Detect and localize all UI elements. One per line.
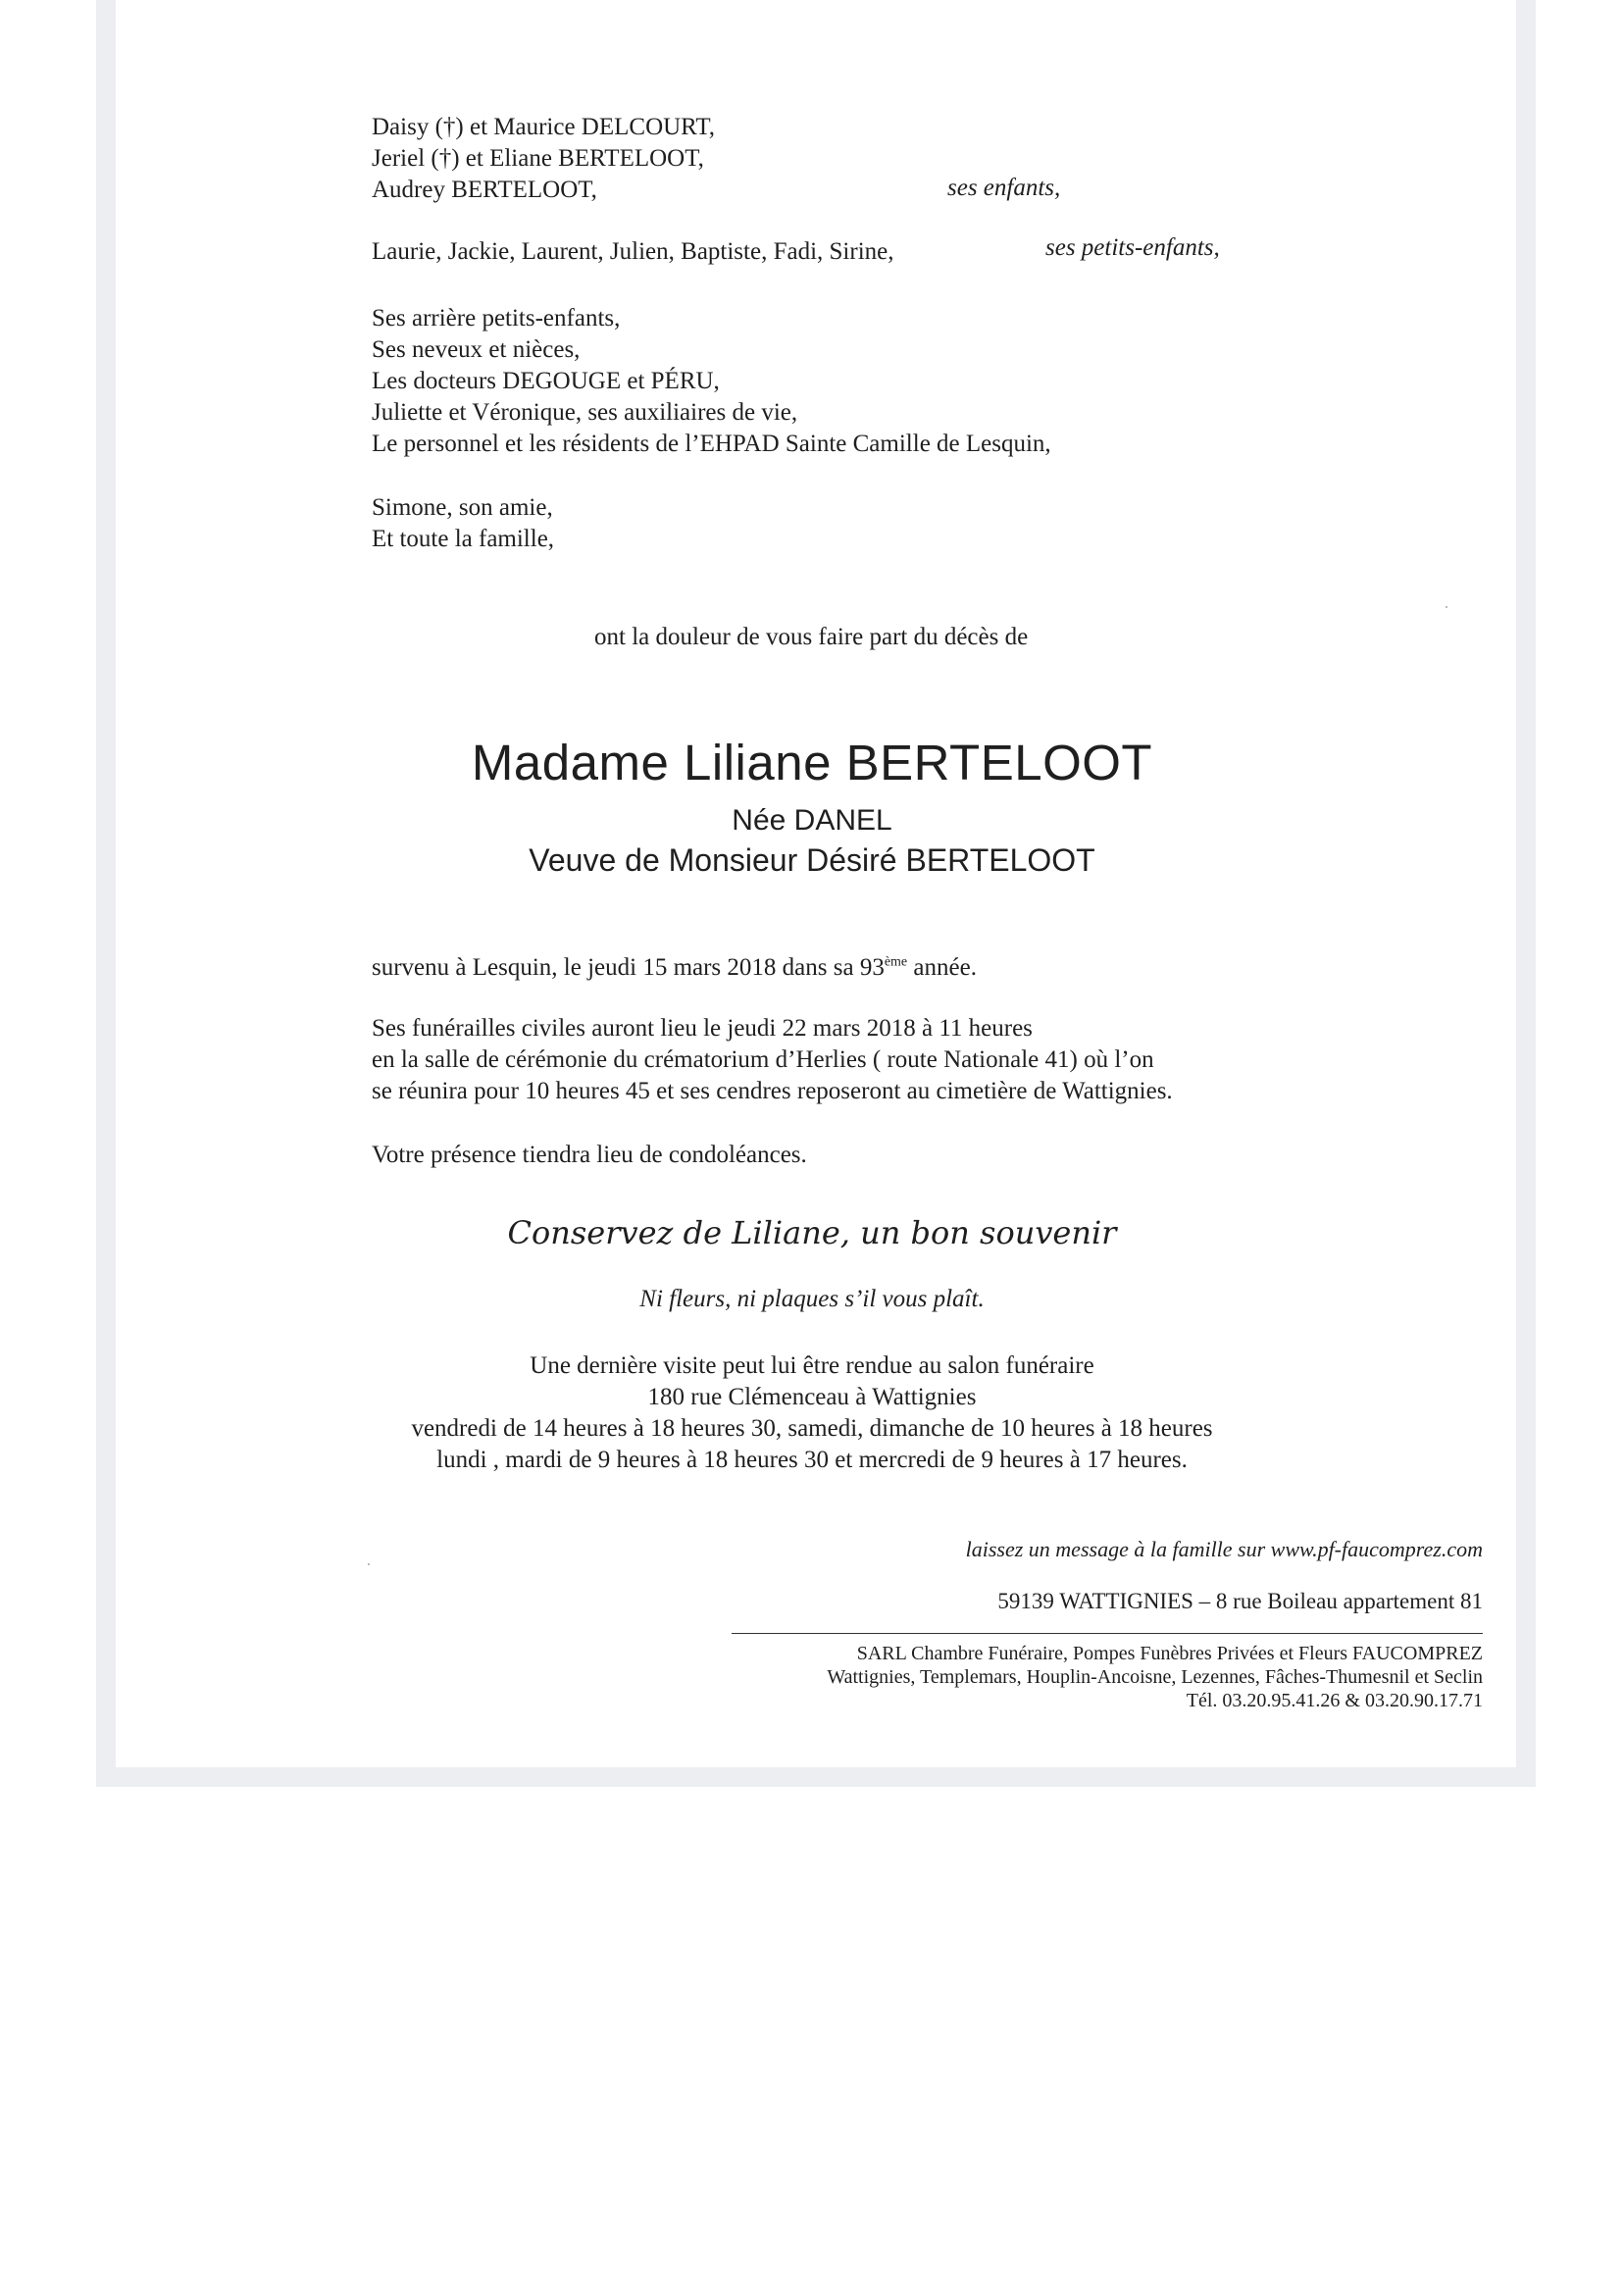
- footer-towns: Wattignies, Templemars, Houplin-Ancoisne, Lezennes, Fâches-Thumesnil et Seclin: [827, 1666, 1483, 1688]
- others-line-1: Ses arrière petits-enfants,: [372, 305, 621, 331]
- children-line-1: Daisy (†) et Maurice DELCOURT,: [372, 114, 716, 140]
- notice-sheet: [96, 0, 1536, 1787]
- visit-line-1: Une dernière visite peut lui être rendue au salon funéraire: [530, 1352, 1094, 1379]
- death-notice: survenu à Lesquin, le jeudi 15 mars 2018 dans sa 93ème année.: [372, 954, 977, 981]
- footer-company: SARL Chambre Funéraire, Pompes Funèbres Privées et Fleurs FAUCOMPREZ: [856, 1643, 1483, 1664]
- footer-phone: Tél. 03.20.95.41.26 & 03.20.90.17.71: [1186, 1690, 1483, 1711]
- children-line-2: Jeriel (†) et Eliane BERTELOOT,: [372, 145, 704, 172]
- grandchildren-names: Laurie, Jackie, Laurent, Julien, Baptiste, Fadi, Sirine,: [372, 238, 894, 265]
- scan-speck: [368, 1563, 370, 1565]
- condolences: Votre présence tiendra lieu de condoléances.: [372, 1142, 807, 1168]
- agency-address: 59139 WATTIGNIES – 8 rue Boileau appartement 81: [997, 1589, 1483, 1613]
- others-line-4: Juliette et Véronique, ses auxiliaires de vie,: [372, 399, 798, 426]
- message-link-text: laissez un message à la famille sur www.pf-faucomprez.com: [965, 1537, 1483, 1561]
- others-line-3: Les docteurs DEGOUGE et PÉRU,: [372, 368, 720, 394]
- others-line-2: Ses neveux et nièces,: [372, 336, 581, 363]
- grandchildren-label: ses petits-enfants,: [1045, 234, 1220, 261]
- children-line-3: Audrey BERTELOOT,: [372, 177, 597, 203]
- deceased-name: Madame Liliane BERTELOOT: [471, 735, 1153, 790]
- friends-line-2: Et toute la famille,: [372, 526, 555, 552]
- visit-line-2: 180 rue Clémenceau à Wattignies: [647, 1384, 977, 1410]
- deceased-widow-of: Veuve de Monsieur Désiré BERTELOOT: [529, 842, 1095, 878]
- no-flowers: Ni fleurs, ni plaques s’il vous plaît.: [639, 1286, 985, 1312]
- visit-line-3: vendredi de 14 heures à 18 heures 30, samedi, dimanche de 10 heures à 18 heures: [411, 1415, 1213, 1442]
- others-line-5: Le personnel et les résidents de l’EHPAD Sainte Camille de Lesquin,: [372, 431, 1051, 457]
- scan-speck: [1446, 606, 1447, 608]
- souvenir-script: Conservez de Liliane, un bon souvenir: [507, 1214, 1117, 1251]
- visit-line-4: lundi , mardi de 9 heures à 18 heures 30 et mercredi de 9 heures à 17 heures.: [436, 1447, 1188, 1473]
- funeral-line-1: Ses funérailles civiles auront lieu le jeudi 22 mars 2018 à 11 heures: [372, 1015, 1033, 1042]
- friends-line-1: Simone, son amie,: [372, 494, 553, 521]
- funeral-line-3: se réunira pour 10 heures 45 et ses cendres reposeront au cimetière de Wattignies.: [372, 1078, 1173, 1104]
- footer-divider: [732, 1633, 1483, 1634]
- deceased-maiden-name: Née DANEL: [732, 804, 892, 837]
- announcement: ont la douleur de vous faire part du décès de: [594, 624, 1029, 650]
- children-label: ses enfants,: [947, 175, 1061, 201]
- funeral-line-2: en la salle de cérémonie du crématorium d’Herlies ( route Nationale 41) où l’on: [372, 1046, 1154, 1073]
